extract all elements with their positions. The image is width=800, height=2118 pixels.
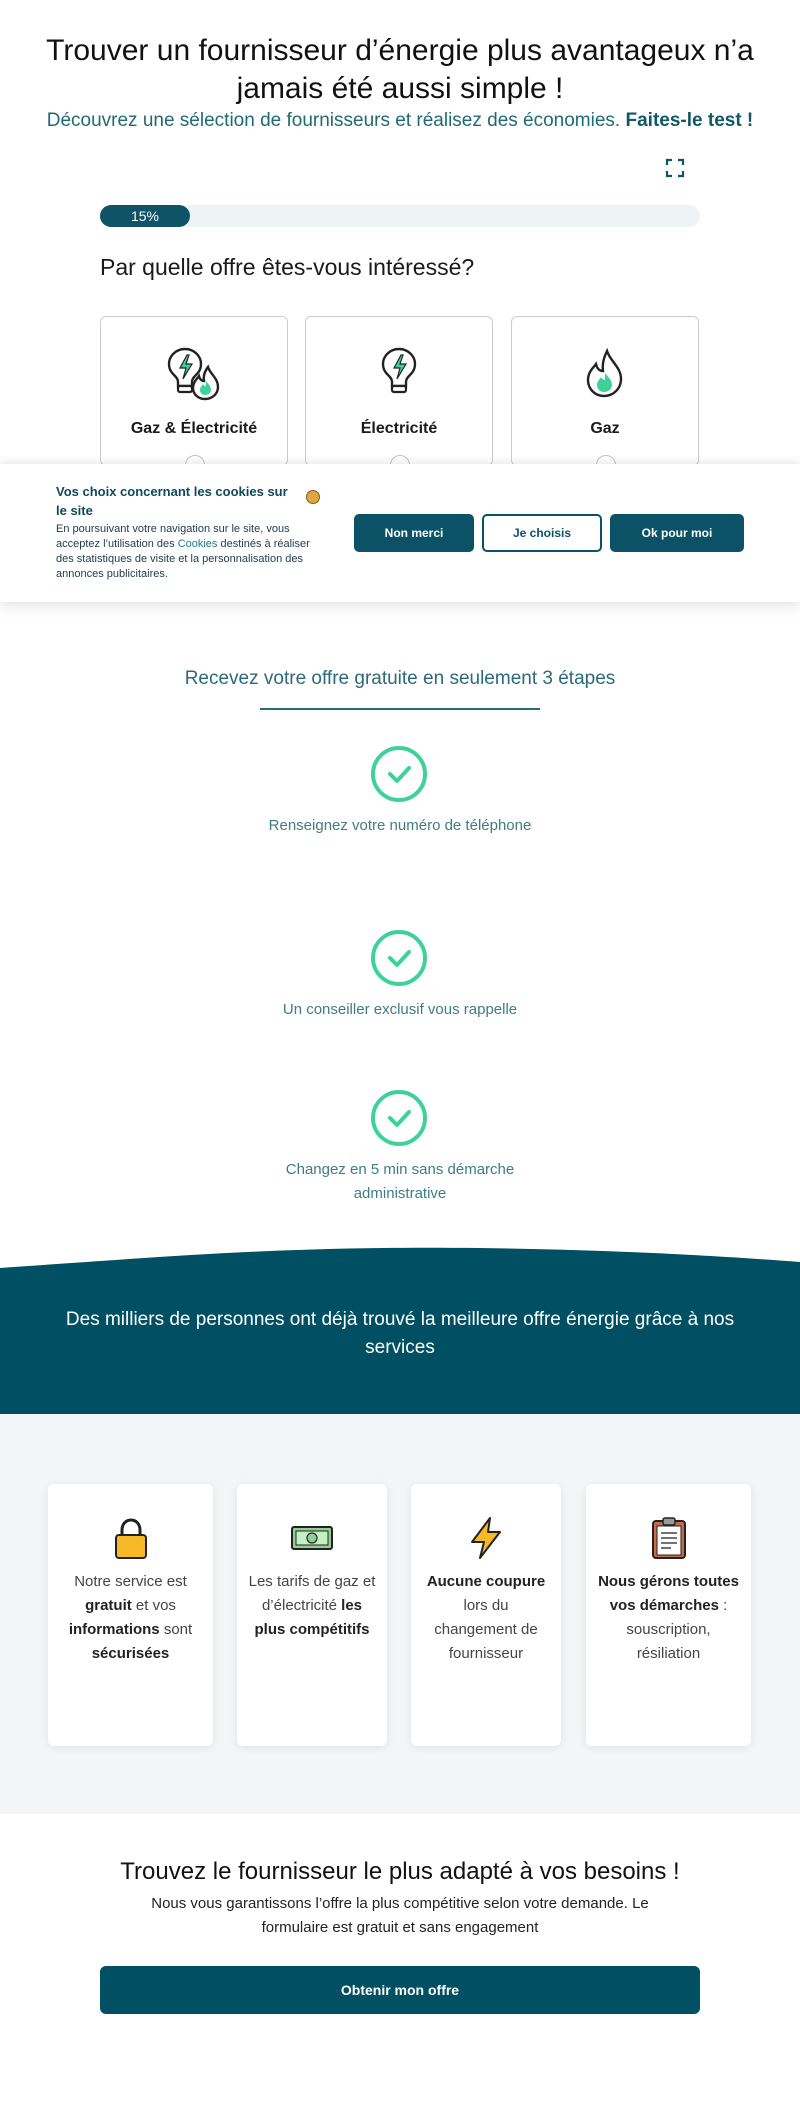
step-text: Changez en 5 min sans démarche administrative (285, 1161, 515, 1202)
feature-card (411, 1484, 561, 1746)
question-title: Par quelle offre êtes-vous intéressé? (100, 254, 475, 280)
steps-title: Recevez votre offre gratuite en seulement 3 étapes (184, 668, 616, 689)
feature-card (48, 1484, 213, 1746)
lightning-icon (411, 1516, 561, 1560)
get-offer-button[interactable]: Obtenir mon offre (100, 1966, 700, 2014)
page-title: Trouver un fournisseur d’énergie plus avantageux n’a jamais été aussi simple ! (46, 34, 754, 105)
subtitle-cta-text: Faites-le test ! (625, 110, 754, 131)
divider (260, 708, 540, 710)
accept-cookies-button[interactable]: Ok pour moi (610, 514, 744, 552)
step-text: Un conseiller exclusif vous rappelle (282, 1001, 518, 1018)
clipboard-icon (586, 1516, 751, 1560)
bottom-title: Trouvez le fournisseur le plus adapté à vos besoins ! (120, 1858, 680, 1885)
feature-text: Nous gérons toutes vos démarches : souscription, résiliation (598, 1573, 739, 1662)
flame-icon (512, 345, 698, 405)
step-text: Renseignez votre numéro de téléphone (268, 817, 532, 834)
cookie-text-part: En poursuivant votre navigation sur le site, vous acceptez l’utilisation des (56, 523, 290, 550)
refuse-cookies-button[interactable]: Non merci (354, 514, 474, 552)
fullscreen-icon[interactable] (665, 158, 685, 178)
feature-text: Les tarifs de gaz et d’électricité les plus compétitifs (248, 1573, 376, 1638)
lightbulb-icon (306, 345, 492, 405)
cookie-title: Vos choix concernant les cookies sur le site (56, 484, 288, 518)
page-subtitle (20, 108, 780, 134)
feature-text: Notre service est gratuit et vos informations sont sécurisées (68, 1573, 193, 1662)
offer-label: Gaz & Électricité (130, 420, 258, 437)
check-icon (371, 1090, 427, 1146)
cookies-link[interactable]: Cookies (177, 538, 218, 550)
feature-text: Aucune coupure lors du changement de fournisseur (426, 1573, 546, 1662)
offer-card-gaz[interactable] (511, 316, 699, 466)
cookie-icon (306, 490, 320, 504)
offer-card-gaz-electricite[interactable] (100, 316, 288, 466)
band-text: Des milliers de personnes ont déjà trouvé la meilleure offre énergie grâce à nos services (65, 1309, 735, 1358)
progress-bar (100, 205, 700, 227)
offer-card-electricite[interactable] (305, 316, 493, 466)
cookie-text-part: destinés à réaliser des statistiques de visite et la personnalisation des annonces publicitaires. (56, 538, 310, 580)
cookie-banner (0, 464, 800, 602)
lock-icon (48, 1516, 213, 1560)
feature-card (237, 1484, 387, 1746)
bottom-subtitle: Nous vous garantissons l’offre la plus compétitive selon votre demande. Le formulaire est gratuit et sans engagement (151, 1895, 649, 1936)
choose-cookies-button[interactable]: Je choisis (482, 514, 602, 552)
progress-fill: 15% (100, 205, 190, 227)
feature-card (586, 1484, 751, 1746)
check-icon (371, 746, 427, 802)
subtitle-text: Découvrez une sélection de fournisseurs et réalisez des économies. (46, 110, 621, 131)
offer-label: Électricité (360, 420, 438, 437)
check-icon (371, 930, 427, 986)
money-icon (237, 1516, 387, 1560)
cookie-text (56, 522, 316, 582)
gas-electricity-icon (101, 345, 287, 405)
offer-label: Gaz (590, 420, 620, 437)
